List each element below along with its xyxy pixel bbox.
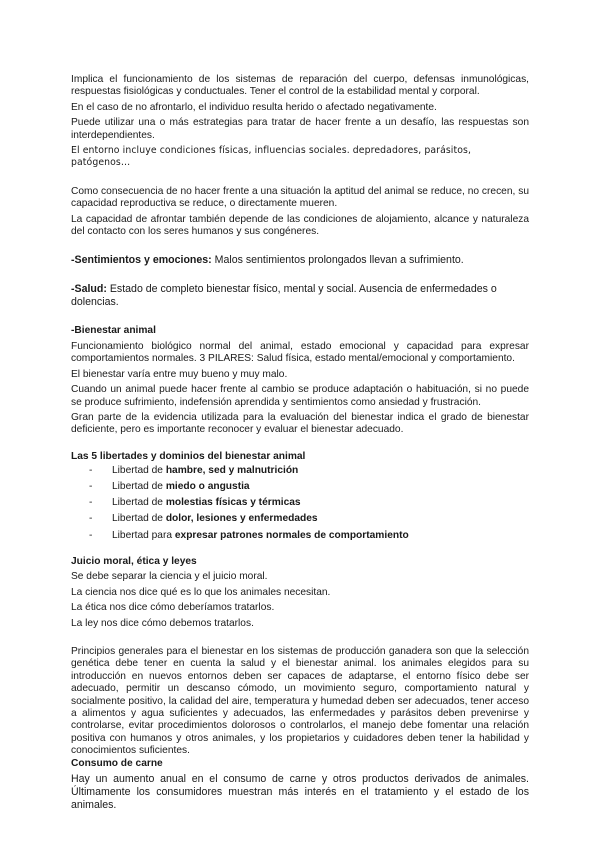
heading-moral-ethics-law: Juicio moral, ética y leyes bbox=[71, 555, 197, 567]
list-item bbox=[89, 513, 529, 525]
heading-animal-welfare: -Bienestar animal bbox=[71, 325, 156, 337]
paragraph-general-principles: Principios generales para el bienestar en los sistemas de producción ganadera son que la selección genética debe tener en cuenta la salud y el bienestar animal. los animales elegidos para su introducción en nuevos entornos deben ser capaces de adaptarse, el entorno físico debe ser adecuado, permitir un descanso cómodo, un movimiento seguro, comportamiento natural y socialmente positivo, la calidad del aire, temperatura y humedad deben ser adecuados, tener acceso a alimentos y agua suficientes y adecuados, las enfermedades y parásitos deben prevenirse y controlarse, evitar procedimientos dolorosos o controlarlos, el manejo debe fomentar una relación positiva con humanos y otros animales, y los propietarios y cuidadores deben tener la habilidad y conocimientos suficientes. bbox=[71, 645, 529, 757]
paragraph-health bbox=[71, 283, 529, 309]
freedom-name: miedo o angustia bbox=[165, 481, 250, 493]
feelings-label: -Sentimientos y emociones: bbox=[71, 254, 212, 267]
paragraph-welfare-range: El bienestar varía entre muy bueno y muy malo. bbox=[71, 368, 288, 380]
freedom-prefix: Libertad de bbox=[112, 465, 166, 477]
list-item bbox=[89, 530, 529, 542]
health-text: Estado de completo bienestar físico, mental y social. Ausencia de enfermedades o dolencias. bbox=[71, 283, 497, 309]
paragraph-welfare-definition: Funcionamiento biológico normal del animal, estado emocional y capacidad para expresar comportamientos normales. 3 PILARES: Salud física, estado mental/emocional y comportamiento. bbox=[71, 340, 529, 365]
list-item bbox=[89, 497, 529, 509]
health-label: -Salud: bbox=[71, 283, 107, 296]
moral-line: Se debe separar la ciencia y el juicio moral. bbox=[71, 571, 268, 583]
freedom-name: dolor, lesiones y enfermedades bbox=[165, 513, 318, 525]
document-body bbox=[71, 74, 529, 812]
moral-line: La ética nos dice cómo deberíamos tratarlos. bbox=[71, 602, 275, 614]
paragraph-stress-mechanisms: Implica el funcionamiento de los sistemas de reparación del cuerpo, defensas inmunológicas, respuestas fisiológicas y conductuales. Tener el control de la estabilidad mental y corporal. bbox=[71, 74, 529, 98]
list-item bbox=[89, 465, 529, 477]
freedom-prefix: Libertad para bbox=[112, 529, 175, 541]
moral-line: La ley nos dice cómo debemos tratarlos. bbox=[71, 617, 254, 629]
freedom-prefix: Libertad de bbox=[112, 497, 166, 509]
freedom-name: expresar patrones normales de comportamiento bbox=[174, 529, 409, 541]
paragraph-environment: El entorno incluye condiciones físicas, influencias sociales. depredadores, parásitos, patógenos… bbox=[71, 145, 472, 169]
moral-line: La ciencia nos dice qué es lo que los animales necesitan. bbox=[71, 586, 331, 598]
paragraph-consequences: Como consecuencia de no hacer frente a una situación la aptitud del animal se reduce, no crecen, su capacidad reproductiva se reduce, o directamente mueren. bbox=[71, 185, 529, 210]
paragraph-strategies: Puede utilizar una o más estrategias para tratar de hacer frente a un desafío, las respuestas son interdependientes. bbox=[71, 117, 529, 141]
freedoms-list bbox=[71, 465, 529, 542]
freedom-name: hambre, sed y malnutrición bbox=[165, 465, 299, 477]
freedom-prefix: Libertad de bbox=[112, 481, 166, 493]
list-item bbox=[89, 481, 529, 493]
heading-five-freedoms: Las 5 libertades y dominios del bienestar animal bbox=[71, 450, 306, 462]
freedom-name: molestias físicas y térmicas bbox=[165, 497, 301, 509]
paragraph-not-coping: En el caso de no afrontarlo, el individuo resulta herido o afectado negativamente. bbox=[71, 101, 437, 113]
paragraph-evidence: Gran parte de la evidencia utilizada para la evaluación del bienestar indica el grado de bienestar deficiente, pero es importante reconocer y evaluar el bienestar adecuado. bbox=[71, 411, 529, 436]
paragraph-coping-capacity: La capacidad de afrontar también depende de las condiciones de alojamiento, alcance y naturaleza del contacto con los seres humanos y sus congéneres. bbox=[71, 213, 529, 238]
paragraph-adaptation: Cuando un animal puede hacer frente al cambio se produce adaptación o habituación, si no puede se produce sufrimiento, indefensión aprendida y sentimientos como ansiedad y frustración. bbox=[71, 384, 529, 408]
freedom-prefix: Libertad de bbox=[112, 513, 166, 525]
paragraph-feelings bbox=[71, 254, 529, 267]
heading-meat-consumption: Consumo de carne bbox=[71, 757, 163, 769]
paragraph-meat-consumption: Hay un aumento anual en el consumo de carne y otros productos derivados de animales. Últimamente los consumidores muestran más interés en el tratamiento y el estado de los animales. bbox=[71, 773, 529, 811]
feelings-text: Malos sentimientos prolongados llevan a sufrimiento. bbox=[211, 254, 464, 267]
